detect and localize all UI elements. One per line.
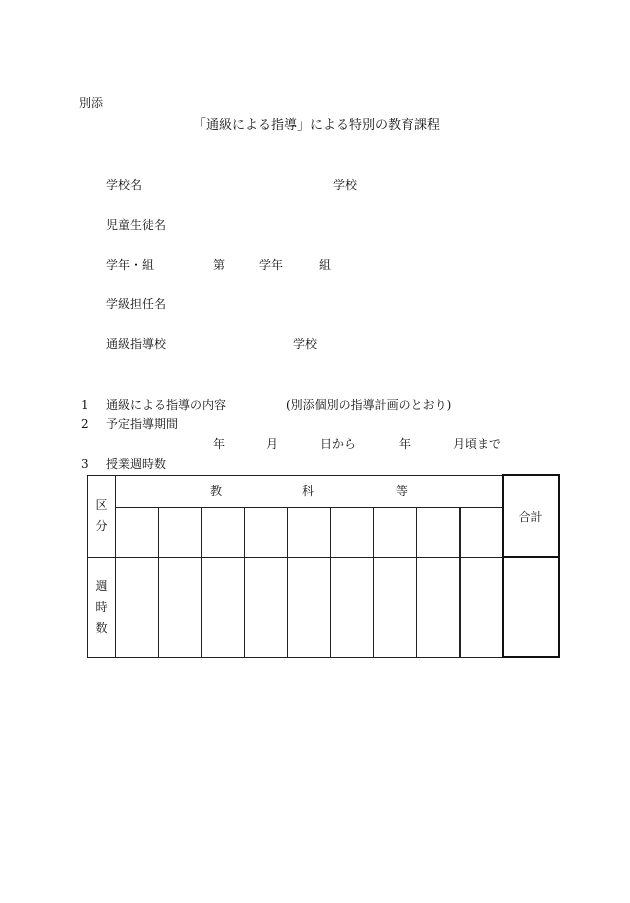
subject-column-cell[interactable] [202, 507, 245, 557]
weekly-hours-label-char: 週 [95, 578, 108, 593]
category-header-char: 分 [95, 519, 108, 533]
weekly-hours-label-char: 時 [95, 599, 108, 614]
hours-cell[interactable] [202, 557, 245, 657]
hours-cell[interactable] [116, 557, 159, 657]
item-2-text: 予定指導期間 [106, 417, 179, 431]
hours-cell[interactable] [460, 557, 503, 657]
school-name-label: 学校名 [106, 178, 143, 192]
hours-cell[interactable] [159, 557, 202, 657]
guidance-school-label: 通級指導校 [106, 337, 167, 351]
hours-cell[interactable] [245, 557, 288, 657]
page-title: 「通級による指導」による特別の教育課程 [193, 118, 441, 133]
period-day-start: 日から [320, 437, 357, 451]
total-hours-cell[interactable] [503, 557, 559, 657]
school-suffix: 学校 [333, 178, 358, 192]
total-header: 合計 [518, 509, 543, 524]
hours-cell[interactable] [374, 557, 417, 657]
weekly-hours-table [87, 474, 560, 658]
student-name-label: 児童生徒名 [106, 218, 167, 232]
hours-cell[interactable] [417, 557, 460, 657]
period-month-start: 月 [266, 437, 279, 451]
subject-column-cell[interactable] [460, 507, 503, 557]
hours-cell[interactable] [288, 557, 331, 657]
subjects-header-char: 教 [210, 483, 223, 498]
period-year-start: 年 [213, 437, 226, 451]
grade-prefix: 第 [213, 258, 226, 272]
hours-cell[interactable] [331, 557, 374, 657]
category-header-char: 区 [95, 498, 108, 512]
subject-column-cell[interactable] [245, 507, 288, 557]
class-suffix: 組 [319, 258, 332, 272]
subject-column-cell[interactable] [116, 507, 159, 557]
grade-class-label: 学年・組 [106, 258, 155, 272]
item-3-text: 授業週時数 [106, 457, 167, 471]
category-header-cell [88, 475, 116, 557]
subject-column-cell[interactable] [288, 507, 331, 557]
item-1-text: 通級による指導の内容 [106, 398, 227, 412]
guidance-school-suffix: 学校 [293, 337, 318, 351]
item-1-note: (別添個別の指導計画のとおり) [286, 398, 452, 412]
item-1-number: 1 [81, 398, 89, 412]
homeroom-teacher-label: 学級担任名 [106, 297, 167, 311]
item-3-number: 3 [81, 457, 89, 471]
subjects-header-cell [116, 475, 503, 507]
period-month-end: 月頃まで [453, 437, 502, 451]
weekly-hours-label-cell [88, 557, 116, 657]
weekly-hours-label-char: 数 [95, 620, 108, 635]
period-year-end: 年 [399, 437, 412, 451]
total-header-cell [503, 475, 559, 557]
subject-column-cell[interactable] [417, 507, 460, 557]
subjects-header-char: 科 [302, 483, 315, 498]
item-2-number: 2 [81, 417, 89, 431]
subject-column-cell[interactable] [374, 507, 417, 557]
subject-column-cell[interactable] [159, 507, 202, 557]
attachment-label: 別添 [79, 96, 104, 110]
subject-column-cell[interactable] [331, 507, 374, 557]
grade-suffix: 学年 [259, 258, 284, 272]
subjects-header-char: 等 [396, 483, 409, 498]
